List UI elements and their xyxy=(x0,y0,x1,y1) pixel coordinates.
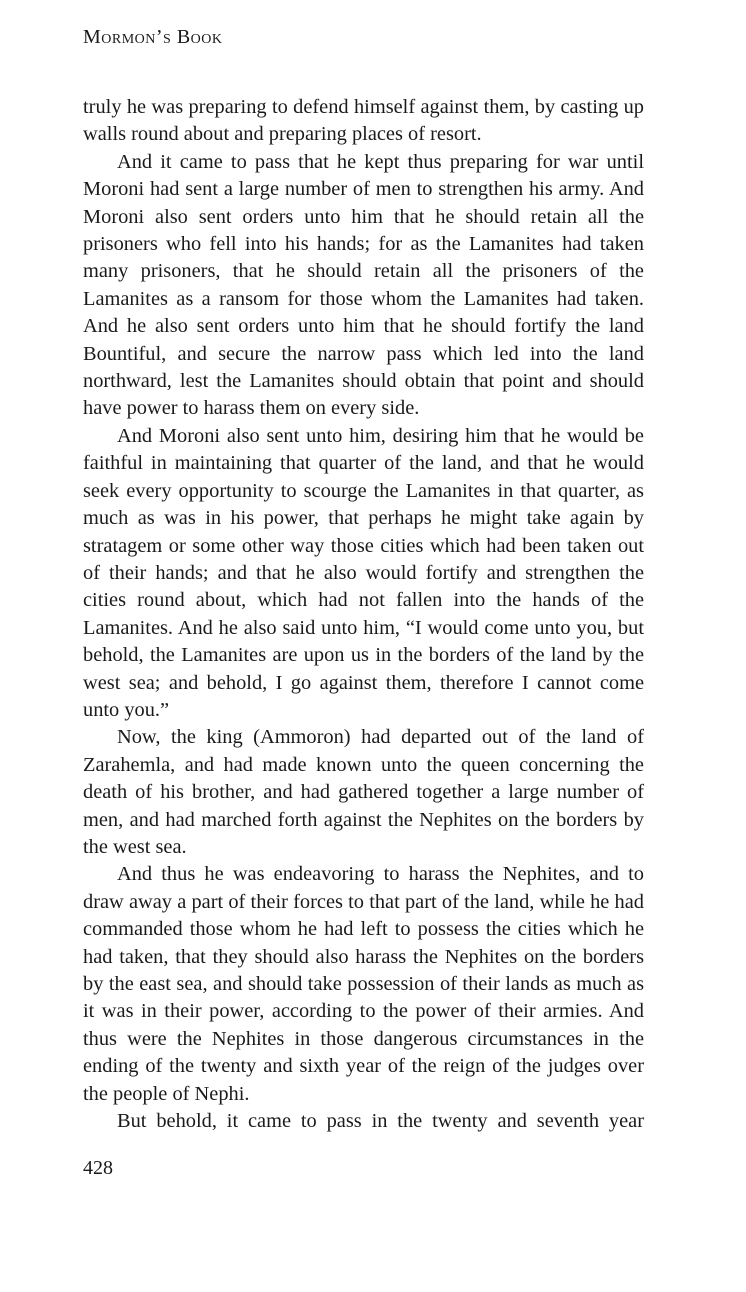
paragraph: Now, the king (Ammoron) had departed out of the land of Zarahemla, and had made known unto the queen concerning the death of his brother, and had gathered together a large number of men, and had marched forth against the Nephites on the borders by the west sea. xyxy=(83,726,644,858)
paragraph: And thus he was endeavoring to harass the Nephites, and to draw away a part of their forces to that part of the land, while he had commanded those whom he had left to possess the cities which he had taken, that they should also harass the Nephites on the borders by the east sea, and should take possession of their lands as much as it was in their power, according to the power of their armies. And thus were the Nephites in those dangerous circumstances in the ending of the twenty and sixth year of the reign of the judges over the people of Nephi. xyxy=(83,863,644,1105)
page-number: 428 xyxy=(83,1157,113,1179)
page-body xyxy=(83,94,644,1135)
paragraph: And Moroni also sent unto him, desiring him that he would be faithful in maintaining that quarter of the land, and that he would seek every opportunity to scourge the Lamanites in that quarter, as much as was in his power, that perhaps he might take again by stratagem or some other way those cities which had been taken out of their hands; and that he also would fortify and strengthen the cities round about, which had not fallen into the hands of the Lamanites. And he also said unto him, “I would come unto you, but behold, the Lamanites are upon us in the borders of the land by the west sea; and behold, I go against them, therefore I cannot come unto you.” xyxy=(83,424,644,721)
running-head: Mormon’s Book xyxy=(83,26,223,48)
paragraph-runover: But behold, it came to pass in the twenty and seventh year xyxy=(117,1110,644,1133)
paragraph-continued: truly he was preparing to defend himself against them, by casting up walls round about and preparing places of resort. xyxy=(83,96,644,146)
paragraph: And it came to pass that he kept thus preparing for war until Moroni had sent a large number of men to strengthen his army. And Moroni also sent orders unto him that he should retain all the prisoners who fell into his hands; for as the Lamanites had taken many prisoners, that he should retain all the prisoners of the Lamanites as a ransom for those whom the Lamanites had taken. And he also sent orders unto him that he should fortify the land Bountiful, and secure the narrow pass which led into the land northward, lest the Lamanites should obtain that point and should have power to harass them on every side. xyxy=(83,150,644,420)
